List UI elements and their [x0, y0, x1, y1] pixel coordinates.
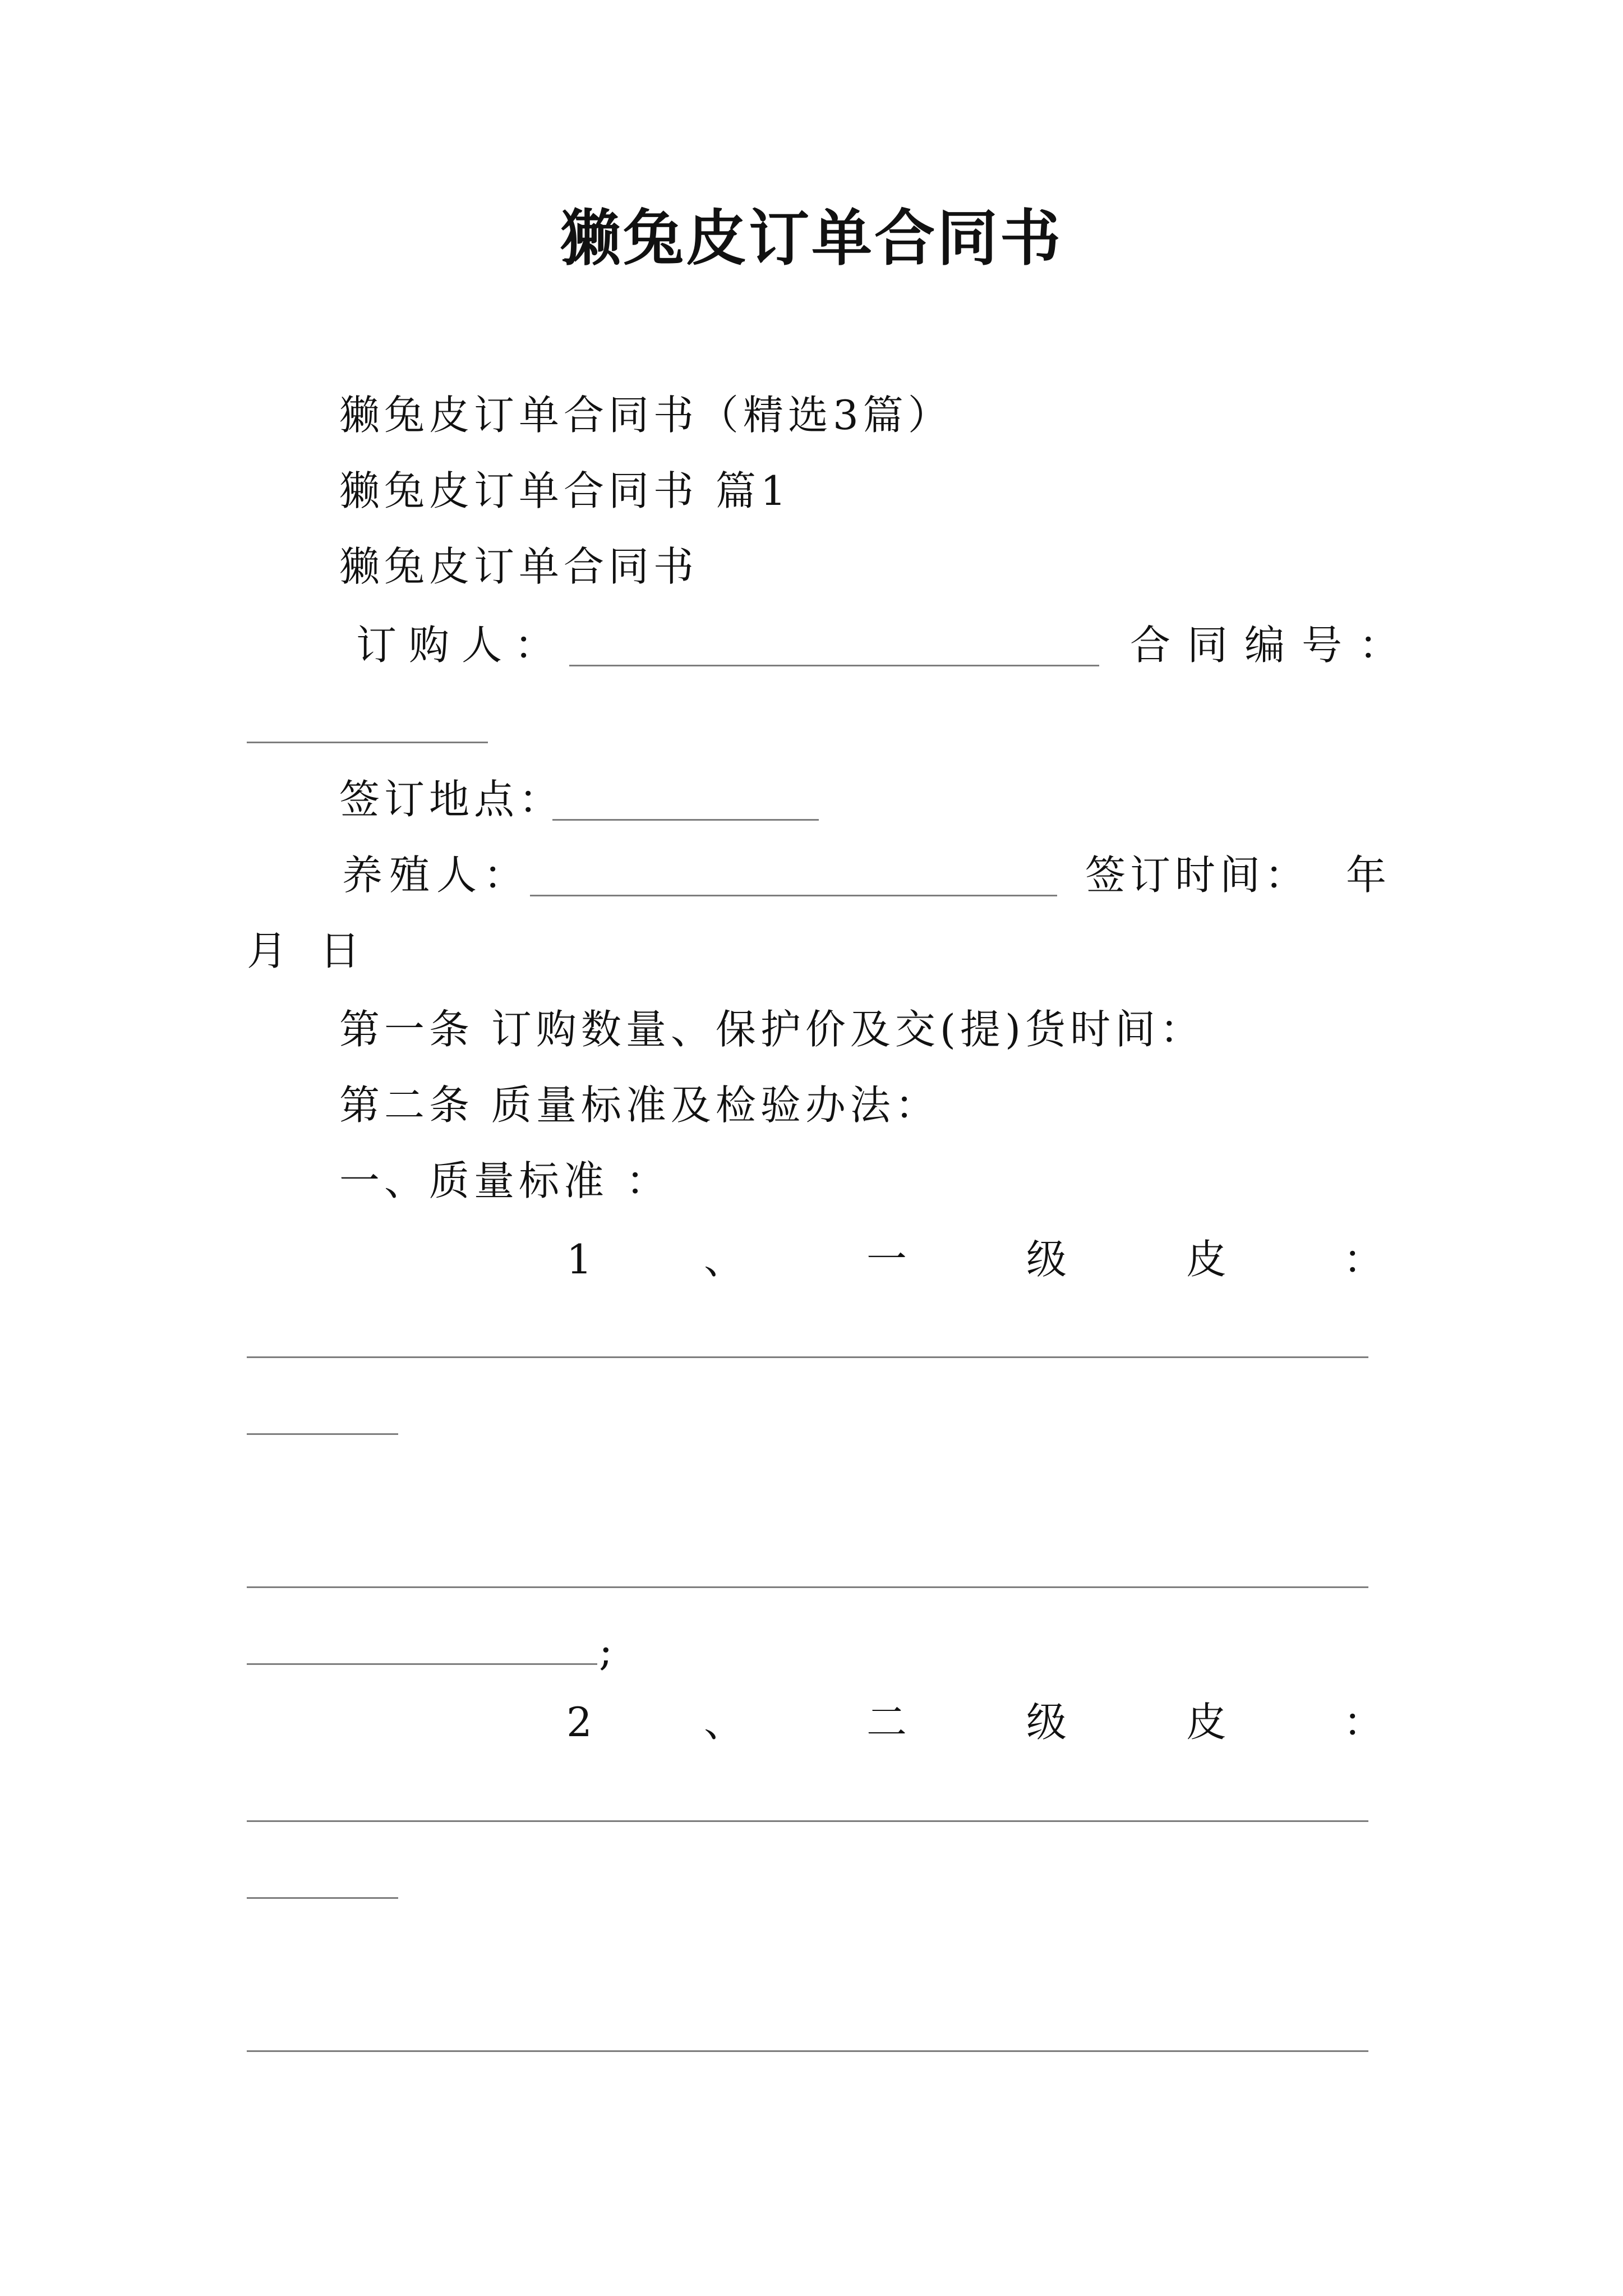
- grade2-char2: 级: [1026, 1699, 1067, 1746]
- month-label: 月: [247, 927, 292, 974]
- place-blank: [552, 819, 819, 821]
- grade1-char2: 级: [1026, 1236, 1067, 1283]
- breeder-blank: [530, 895, 1057, 896]
- grade1-char1: 一: [866, 1236, 907, 1283]
- buyer-blank: [569, 665, 1099, 666]
- grade1-num: 1: [566, 1236, 592, 1283]
- grade2-blank-1: [247, 1820, 1368, 1822]
- grade1-sep: 、: [704, 1236, 745, 1283]
- quality-heading: 一、质量标准 ：: [339, 1157, 671, 1204]
- article-1: 第一条 订购数量、保护价及交(提)货时间：: [339, 1006, 1205, 1053]
- contract-no-label: 合同编号：: [1130, 622, 1417, 669]
- grade2-colon: ：: [1343, 1699, 1384, 1746]
- sign-time-label: 签订时间：: [1085, 852, 1310, 899]
- section-heading: 獭兔皮订单合同书 篇1: [339, 467, 791, 514]
- contract-name: 獭兔皮订单合同书: [339, 543, 699, 590]
- grade1-blank-1: [247, 1356, 1368, 1358]
- article-2: 第二条 质量标准及检验办法：: [339, 1082, 940, 1129]
- contract-no-blank: [247, 742, 488, 743]
- grade2-char1: 二: [866, 1699, 907, 1746]
- year-label: 年: [1346, 852, 1391, 899]
- grade2-blank-3: [247, 2050, 1368, 2052]
- subtitle: 獭兔皮订单合同书（精选3篇）: [339, 392, 953, 439]
- grade1-char3: 皮: [1186, 1236, 1227, 1283]
- grade2-sep: 、: [704, 1699, 745, 1746]
- document-title: 獭兔皮订单合同书: [560, 203, 1063, 274]
- grade2-char3: 皮: [1186, 1699, 1227, 1746]
- grade1-blank-4: [247, 1663, 597, 1665]
- grade1-colon: ：: [1343, 1236, 1384, 1283]
- grade1-blank-2: [247, 1433, 398, 1435]
- grade2-num: 2: [566, 1699, 592, 1746]
- place-label: 签订地点：: [339, 776, 564, 823]
- buyer-label: 订购人：: [356, 622, 568, 669]
- grade1-blank-3: [247, 1586, 1368, 1588]
- breeder-label: 养殖人：: [342, 852, 531, 899]
- grade2-blank-2: [247, 1897, 398, 1899]
- grade1-semicolon: ;: [599, 1627, 613, 1674]
- day-label: 日: [320, 927, 365, 974]
